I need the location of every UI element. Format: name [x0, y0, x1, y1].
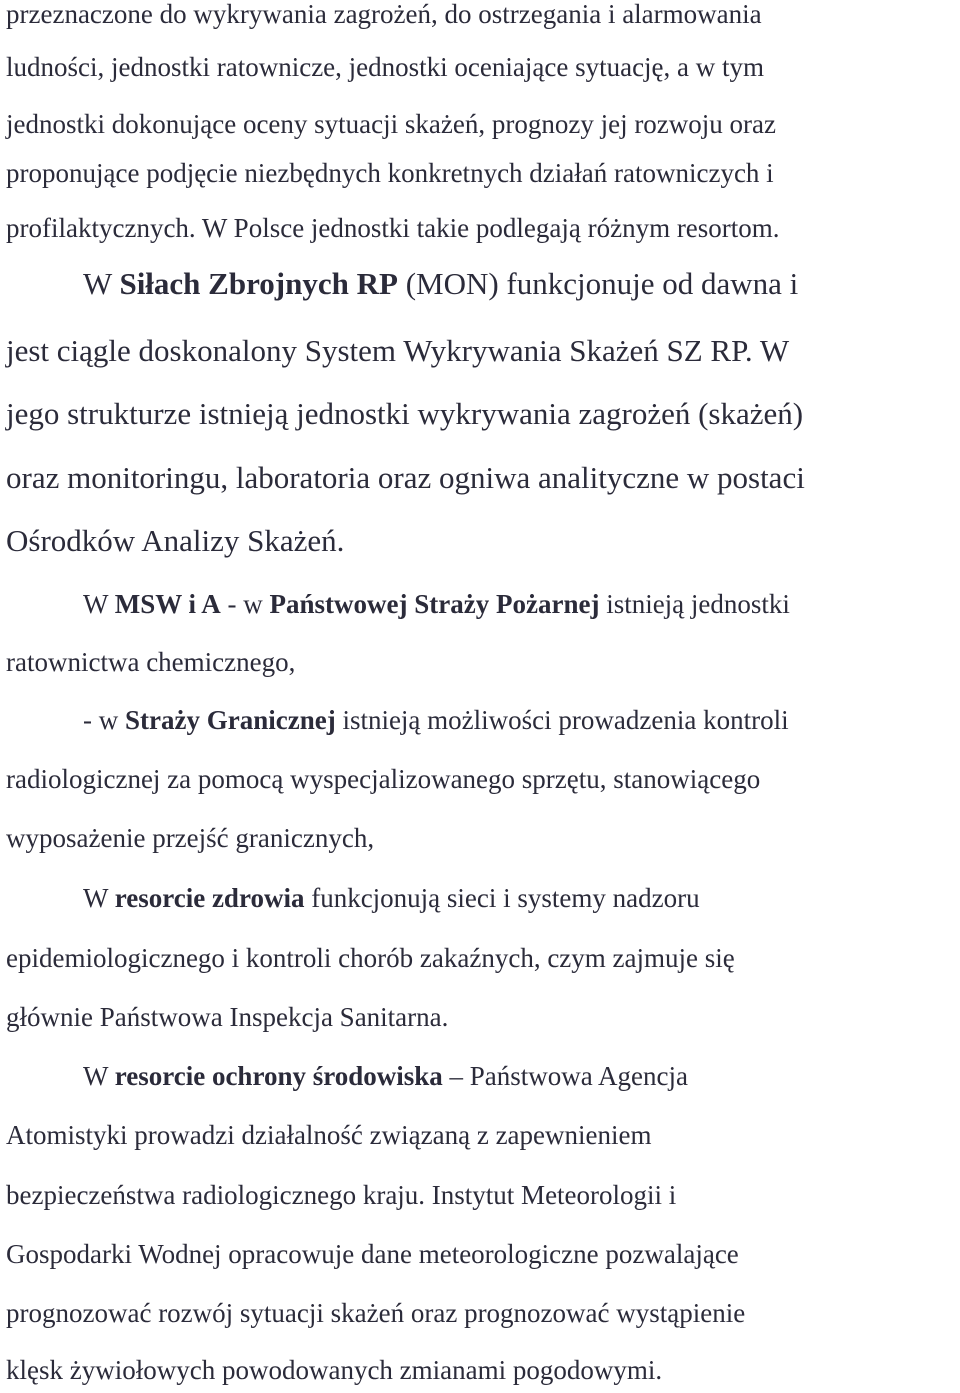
text-line: jednostki dokonujące oceny sytuacji skażeń, prognozy jej rozwoju oraz: [6, 109, 777, 139]
text-line: Ośrodków Analizy Skażeń.: [6, 523, 345, 558]
text-line: radiologicznej za pomocą wyspecjalizowanego sprzętu, stanowiącego: [6, 764, 761, 794]
text-line: klęsk żywiołowych powodowanych zmianami pogodowymi.: [6, 1355, 663, 1385]
bold-term: Siłach Zbrojnych RP: [119, 266, 398, 301]
text-line: W resorcie ochrony środowiska – Państwowa Agencja: [83, 1061, 688, 1091]
text-line: wyposażenie przejść granicznych,: [6, 823, 375, 853]
text-line: bezpieczeństwa radiologicznego kraju. Instytut Meteorologii i: [6, 1180, 677, 1210]
text-line: prognozować rozwój sytuacji skażeń oraz prognozować wystąpienie: [6, 1298, 746, 1328]
text-line: W resorcie zdrowia funkcjonują sieci i systemy nadzoru: [83, 883, 700, 913]
text-line: jest ciągle doskonalony System Wykrywania Skażeń SZ RP. W: [6, 333, 790, 368]
text-line: jego strukturze istnieją jednostki wykrywania zagrożeń (skażeń): [6, 396, 804, 431]
bold-term: Państwowej Straży Pożarnej: [269, 589, 600, 619]
text-line: przeznaczone do wykrywania zagrożeń, do ostrzegania i alarmowania: [6, 0, 762, 29]
bold-term: resorcie ochrony środowiska: [114, 1061, 443, 1091]
text-line: Gospodarki Wodnej opracowuje dane meteorologiczne pozwalające: [6, 1239, 739, 1269]
text-line: ratownictwa chemicznego,: [6, 647, 296, 677]
text-line: głównie Państwowa Inspekcja Sanitarna.: [6, 1002, 449, 1032]
bold-term: MSW i A: [114, 589, 221, 619]
bold-term: resorcie zdrowia: [114, 883, 305, 913]
text-line: epidemiologicznego i kontroli chorób zakaźnych, czym zajmuje się: [6, 943, 735, 973]
text-line: proponujące podjęcie niezbędnych konkretnych działań ratowniczych i: [6, 158, 774, 188]
text-line: profilaktycznych. W Polsce jednostki takie podlegają różnym resortom.: [6, 213, 780, 243]
text-line: W MSW i A - w Państwowej Straży Pożarnej istnieją jednostki: [83, 589, 790, 619]
text-line: W Siłach Zbrojnych RP (MON) funkcjonuje od dawna i: [83, 266, 799, 301]
text-line: ludności, jednostki ratownicze, jednostki oceniające sytuację, a w tym: [6, 52, 765, 82]
text-line: Atomistyki prowadzi działalność związaną z zapewnieniem: [6, 1120, 652, 1150]
text-line: oraz monitoringu, laboratoria oraz ogniwa analityczne w postaci: [6, 460, 805, 495]
bold-term: Straży Granicznej: [125, 705, 336, 735]
text-line: - w Straży Granicznej istnieją możliwości prowadzenia kontroli: [83, 705, 789, 735]
